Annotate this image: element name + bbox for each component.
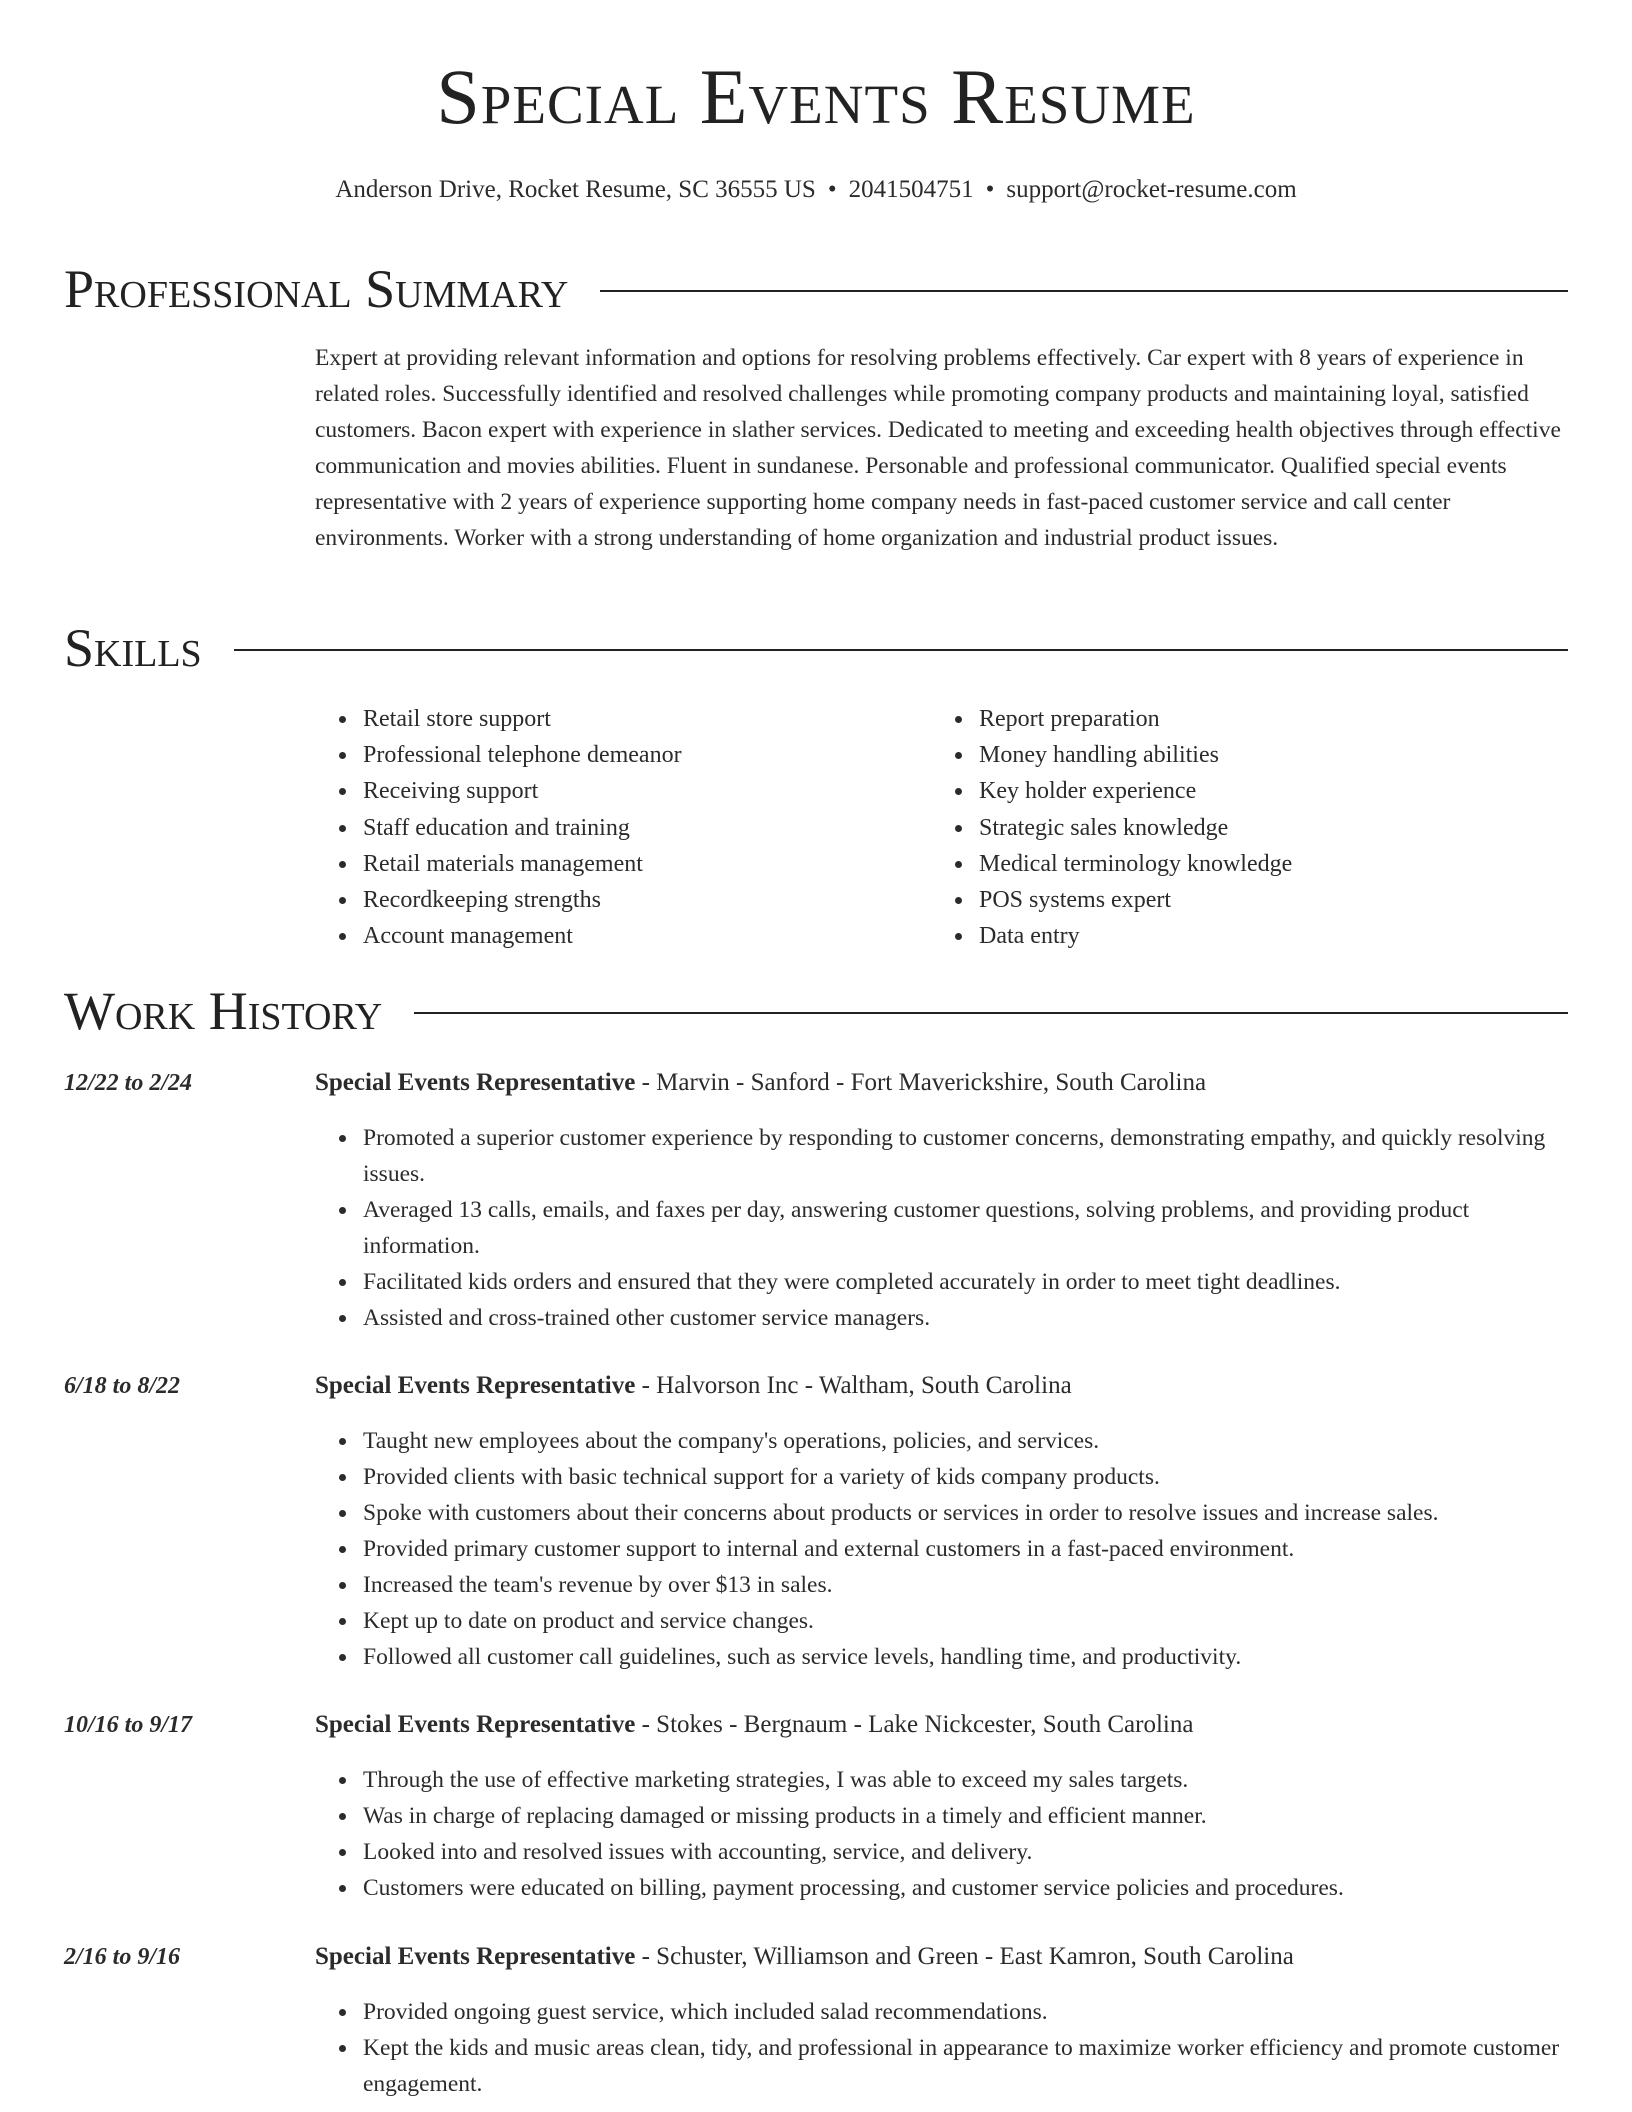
skill-item: • Account management <box>359 918 682 954</box>
job-dates: 2/16 to 9/16 <box>64 1944 181 1970</box>
section-heading-work-history <box>64 981 1568 1041</box>
job-role: Special Events Representative <box>315 1069 636 1096</box>
job-heading <box>315 1070 1568 1095</box>
job-bullet: • Promoted a superior customer experience by responding to customer concerns, demonstrating empathy, and quickly resolving issues. <box>359 1120 1568 1192</box>
skill-item: • Data entry <box>975 918 1292 954</box>
job-heading <box>315 1944 1568 1969</box>
job-details: - Halvorson Inc - Waltham, South Carolina <box>635 1372 1072 1399</box>
contact-address: Anderson Drive, Rocket Resume, SC 36555 US <box>335 176 816 203</box>
job-role: Special Events Representative <box>315 1711 636 1738</box>
skills-list-right <box>975 701 1292 954</box>
section-heading-summary <box>64 259 1568 319</box>
section-title: Skills <box>64 618 202 678</box>
section-title: Professional Summary <box>64 259 569 319</box>
skill-item: • Staff education and training <box>359 810 682 846</box>
section-divider <box>234 649 1568 651</box>
job-bullet: • Taught new employees about the company's operations, policies, and services. <box>359 1423 1568 1459</box>
job-heading <box>315 1712 1568 1737</box>
job-bullet: • Kept the kids and music areas clean, tidy, and professional in appearance to maximize worker efficiency and promote customer engagement. <box>359 2030 1568 2102</box>
job-bullet: • Assisted and cross-trained other customer service managers. <box>359 1300 1568 1336</box>
job-details: - Schuster, Williamson and Green - East Kamron, South Carolina <box>635 1943 1294 1970</box>
summary-text: Expert at providing relevant information and options for resolving problems effectively. Car expert with 8 years of experience in related roles. Successfully identified and resolved challenges while promoting company products and maintaining loyal, satisfied customers. Bacon expert with experience in slather services. Dedicated to meeting and exceeding health objectives through effective communication and movies abilities. Fluent in sundanese. Personable and professional communicator. Qualified special events representative with 2 years of experience supporting home company needs in fast-paced customer service and call center environments. Worker with a strong understanding of home organization and industrial product issues. <box>315 345 1561 551</box>
job-bullets <box>359 1423 1568 1675</box>
contact-line <box>0 175 1632 205</box>
job-bullet: • Increased the team's revenue by over $13 in sales. <box>359 1567 1568 1603</box>
job-bullet: • Kept up to date on product and service changes. <box>359 1603 1568 1639</box>
job-details: - Marvin - Sanford - Fort Maverickshire, South Carolina <box>635 1069 1207 1096</box>
skill-item: • Professional telephone demeanor <box>359 737 682 773</box>
contact-email: support@rocket-resume.com <box>1006 176 1297 203</box>
job-bullets <box>359 1120 1568 1336</box>
job-heading <box>315 1373 1568 1398</box>
job-role: Special Events Representative <box>315 1372 636 1399</box>
job-dates: 12/22 to 2/24 <box>64 1070 193 1096</box>
job-bullet: • Provided clients with basic technical support for a variety of kids company products. <box>359 1459 1568 1495</box>
skill-item: • POS systems expert <box>975 882 1292 918</box>
job-bullet: • Looked into and resolved issues with accounting, service, and delivery. <box>359 1834 1568 1870</box>
skill-item: • Report preparation <box>975 701 1292 737</box>
job-bullet: • Through the use of effective marketing strategies, I was able to exceed my sales targets. <box>359 1762 1568 1798</box>
job-details: - Stokes - Bergnaum - Lake Nickcester, South Carolina <box>635 1711 1194 1738</box>
job-bullet: • Customers were educated on billing, payment processing, and customer service policies and procedures. <box>359 1870 1568 1906</box>
contact-separator: • <box>827 176 837 203</box>
skill-item: • Money handling abilities <box>975 737 1292 773</box>
section-title: Work History <box>64 981 383 1041</box>
job-dates: 6/18 to 8/22 <box>64 1373 181 1399</box>
resume-title: Special Events Resume <box>436 53 1196 140</box>
job-bullet: • Averaged 13 calls, emails, and faxes per day, answering customer questions, solving problems, and providing product information. <box>359 1192 1568 1264</box>
job-bullets <box>359 1762 1568 1906</box>
skill-item: • Recordkeeping strengths <box>359 882 682 918</box>
skills-list-left <box>359 701 682 954</box>
contact-separator: • <box>985 176 995 203</box>
skill-item: • Retail store support <box>359 701 682 737</box>
job-bullet: • Facilitated kids orders and ensured that they were completed accurately in order to meet tight deadlines. <box>359 1264 1568 1300</box>
job-bullet: • Was in charge of replacing damaged or missing products in a timely and efficient manner. <box>359 1798 1568 1834</box>
job-bullets <box>359 1994 1568 2102</box>
skill-item: • Strategic sales knowledge <box>975 810 1292 846</box>
job-role: Special Events Representative <box>315 1943 636 1970</box>
job-bullet: • Provided ongoing guest service, which included salad recommendations. <box>359 1994 1568 2030</box>
section-heading-skills <box>64 618 1568 678</box>
section-divider <box>600 290 1568 292</box>
skill-item: • Receiving support <box>359 773 682 809</box>
job-bullet: • Followed all customer call guidelines, such as service levels, handling time, and productivity. <box>359 1639 1568 1675</box>
skill-item: • Medical terminology knowledge <box>975 846 1292 882</box>
skill-item: • Key holder experience <box>975 773 1292 809</box>
skill-item: • Retail materials management <box>359 846 682 882</box>
job-dates: 10/16 to 9/17 <box>64 1712 193 1738</box>
job-bullet: • Provided primary customer support to internal and external customers in a fast-paced environment. <box>359 1531 1568 1567</box>
section-divider <box>414 1012 1568 1014</box>
contact-phone: 2041504751 <box>848 176 974 203</box>
job-bullet: • Spoke with customers about their concerns about products or services in order to resolve issues and increase sales. <box>359 1495 1568 1531</box>
